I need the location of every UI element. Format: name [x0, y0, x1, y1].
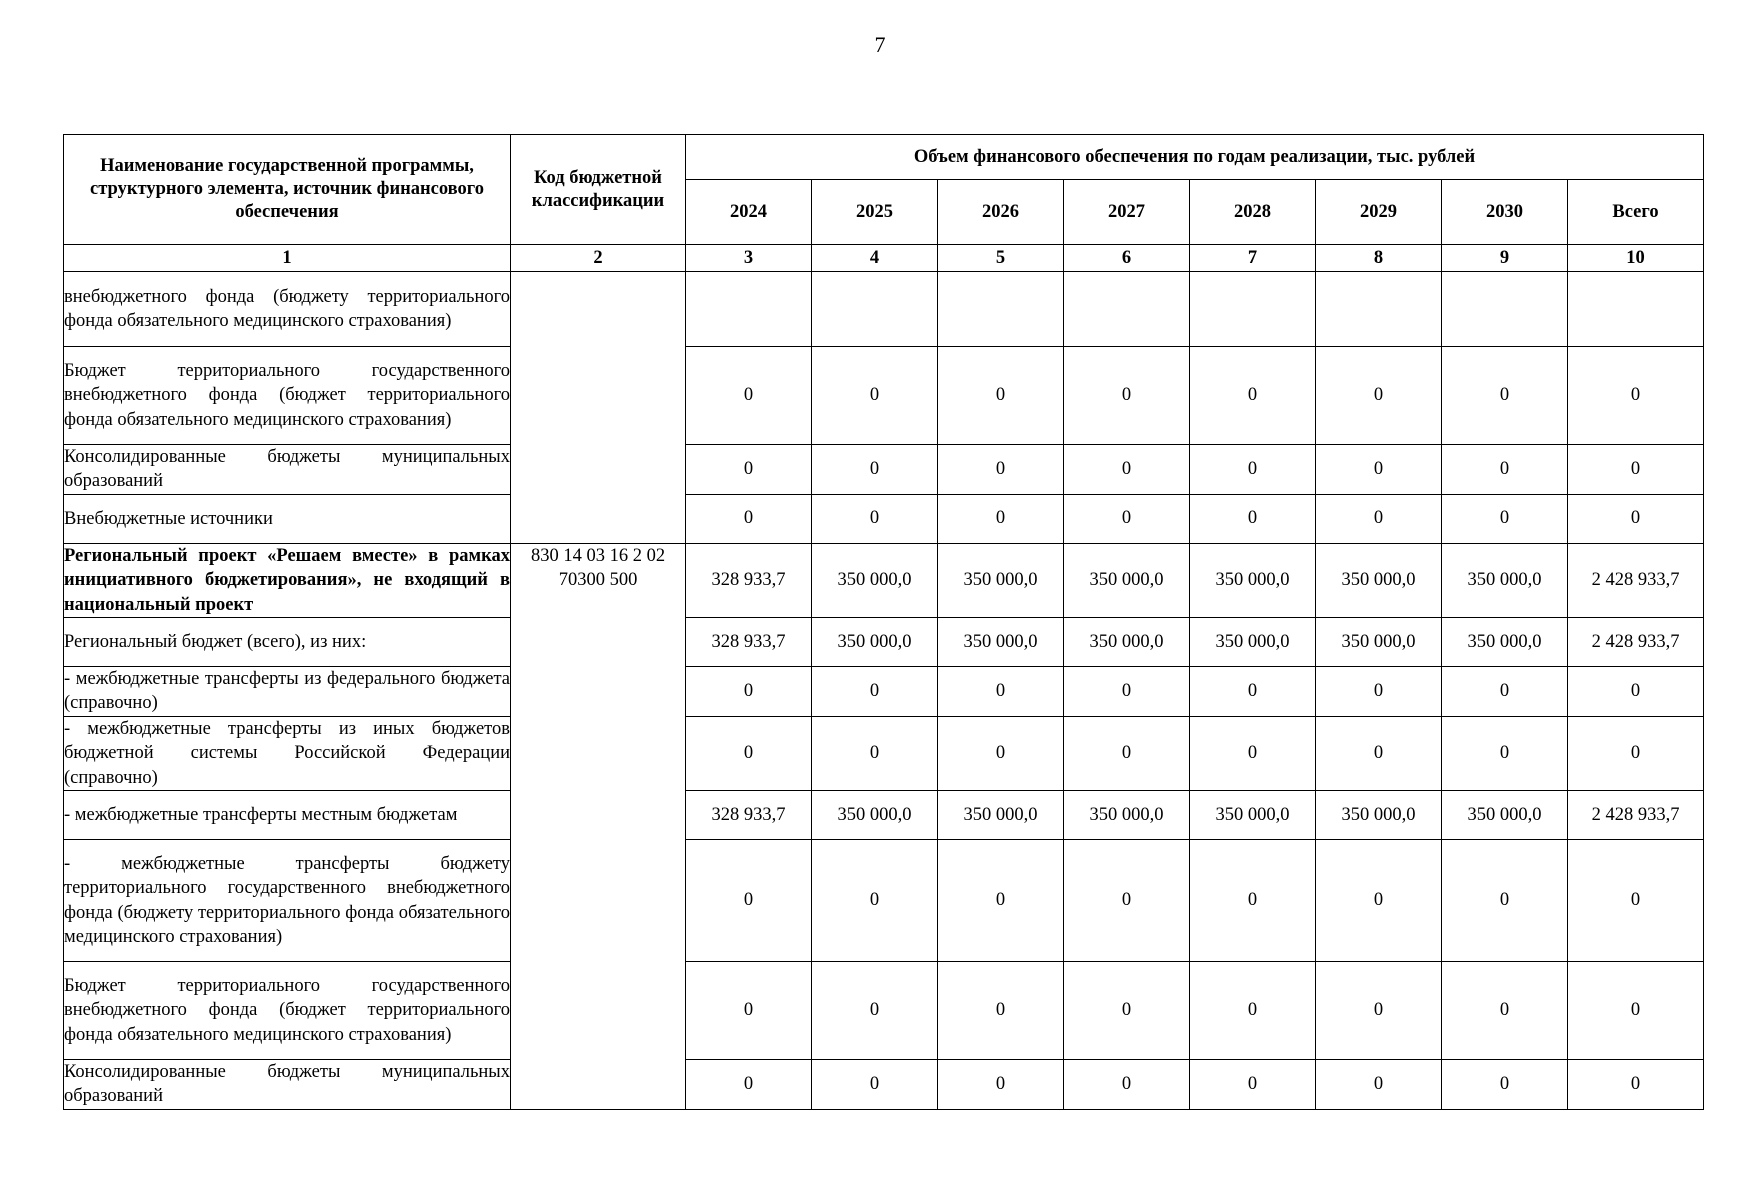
value-cell: 0: [938, 716, 1064, 790]
value-total: 0: [1568, 962, 1704, 1060]
header-year: 2024: [686, 180, 812, 245]
value-cell: 328 933,7: [686, 543, 812, 617]
table-row: [64, 347, 1704, 445]
value-cell: 350 000,0: [1190, 543, 1316, 617]
value-total: 2 428 933,7: [1568, 791, 1704, 840]
value-cell: 0: [812, 445, 938, 495]
header-name: Наименование государственной программы, структурного элемента, источник финансового обеспечения: [64, 135, 511, 245]
column-number: 7: [1190, 245, 1316, 272]
value-cell: 0: [938, 1060, 1064, 1110]
table-row: [64, 1060, 1704, 1110]
value-cell: [812, 272, 938, 347]
financing-table: [63, 134, 1704, 1110]
value-cell: 0: [1316, 962, 1442, 1060]
value-cell: 350 000,0: [1316, 618, 1442, 667]
value-cell: 0: [812, 667, 938, 717]
value-cell: 0: [1190, 494, 1316, 543]
value-cell: 0: [1190, 962, 1316, 1060]
value-cell: 350 000,0: [1064, 791, 1190, 840]
value-total: 2 428 933,7: [1568, 618, 1704, 667]
value-cell: 0: [1064, 716, 1190, 790]
value-cell: 0: [812, 840, 938, 962]
table-row: [64, 494, 1704, 543]
value-cell: 350 000,0: [812, 618, 938, 667]
value-total: 0: [1568, 494, 1704, 543]
value-cell: [686, 272, 812, 347]
row-name: Региональный проект «Решаем вместе» в рамках инициативного бюджетирования», не входящий в национальный проект: [64, 543, 511, 617]
value-cell: 0: [1064, 445, 1190, 495]
value-cell: 0: [686, 840, 812, 962]
value-cell: [1064, 272, 1190, 347]
value-cell: 350 000,0: [1064, 618, 1190, 667]
value-cell: 0: [686, 347, 812, 445]
value-cell: 0: [1064, 494, 1190, 543]
column-number: 3: [686, 245, 812, 272]
header-code: Код бюджетной классификации: [511, 135, 686, 245]
value-cell: 0: [938, 840, 1064, 962]
value-cell: 350 000,0: [1064, 543, 1190, 617]
value-cell: 350 000,0: [812, 543, 938, 617]
header-year: 2030: [1442, 180, 1568, 245]
value-cell: [938, 272, 1064, 347]
value-cell: 350 000,0: [1316, 543, 1442, 617]
column-number: 6: [1064, 245, 1190, 272]
value-cell: 0: [1316, 347, 1442, 445]
value-cell: 0: [1064, 667, 1190, 717]
value-total: 0: [1568, 445, 1704, 495]
value-cell: 0: [1316, 445, 1442, 495]
row-name: Внебюджетные источники: [64, 494, 511, 543]
table-row: [64, 618, 1704, 667]
value-cell: 0: [812, 962, 938, 1060]
value-cell: 350 000,0: [812, 791, 938, 840]
column-number: 9: [1442, 245, 1568, 272]
value-cell: 0: [686, 667, 812, 717]
value-total: 0: [1568, 840, 1704, 962]
value-cell: 0: [1442, 347, 1568, 445]
value-cell: 0: [938, 962, 1064, 1060]
value-total: 0: [1568, 1060, 1704, 1110]
value-cell: 0: [686, 716, 812, 790]
value-cell: 0: [812, 1060, 938, 1110]
value-cell: 0: [812, 716, 938, 790]
row-name: - межбюджетные трансферты из иных бюджетов бюджетной системы Российской Федерации (справочно): [64, 716, 511, 790]
value-cell: 350 000,0: [1442, 543, 1568, 617]
row-name: Бюджет территориального государственного внебюджетного фонда (бюджет территориального фонда обязательного медицинского страхования): [64, 347, 511, 445]
header-total: Всего: [1568, 180, 1704, 245]
value-cell: 0: [812, 347, 938, 445]
value-cell: 0: [812, 494, 938, 543]
table-row: [64, 445, 1704, 495]
value-cell: 350 000,0: [1442, 618, 1568, 667]
header-year: 2028: [1190, 180, 1316, 245]
value-cell: 0: [1190, 840, 1316, 962]
column-number: 5: [938, 245, 1064, 272]
value-cell: [1442, 272, 1568, 347]
value-cell: 0: [1190, 445, 1316, 495]
value-cell: 0: [1442, 1060, 1568, 1110]
value-cell: 350 000,0: [1190, 791, 1316, 840]
value-cell: 0: [1442, 445, 1568, 495]
value-cell: 0: [1064, 347, 1190, 445]
value-total: [1568, 272, 1704, 347]
value-cell: 0: [938, 667, 1064, 717]
row-name: Консолидированные бюджеты муниципальных образований: [64, 1060, 511, 1110]
value-cell: 0: [1442, 494, 1568, 543]
value-cell: 0: [1316, 667, 1442, 717]
value-cell: [1190, 272, 1316, 347]
value-cell: 0: [1190, 347, 1316, 445]
value-cell: 350 000,0: [938, 791, 1064, 840]
column-number: 8: [1316, 245, 1442, 272]
value-cell: 0: [1064, 1060, 1190, 1110]
value-cell: 0: [1064, 840, 1190, 962]
value-cell: 0: [1442, 716, 1568, 790]
budget-code: 830 14 03 16 2 02 70300 500: [511, 543, 686, 1109]
header-year: 2026: [938, 180, 1064, 245]
value-total: 0: [1568, 347, 1704, 445]
value-cell: 0: [1442, 962, 1568, 1060]
table-row: [64, 716, 1704, 790]
value-cell: 350 000,0: [938, 618, 1064, 667]
value-cell: 350 000,0: [1316, 791, 1442, 840]
code-cell-empty: [511, 272, 686, 544]
row-name: Бюджет территориального государственного внебюджетного фонда (бюджет территориального фонда обязательного медицинского страхования): [64, 962, 511, 1060]
value-cell: 0: [938, 494, 1064, 543]
column-number: 1: [64, 245, 511, 272]
value-cell: 0: [1442, 667, 1568, 717]
row-name: - межбюджетные трансферты бюджету территориального государственного внебюджетного фонда (бюджету территориального фонда обязательного медицинского страхования): [64, 840, 511, 962]
row-name: - межбюджетные трансферты из федерального бюджета (справочно): [64, 667, 511, 717]
value-cell: 0: [686, 445, 812, 495]
value-cell: 350 000,0: [1190, 618, 1316, 667]
value-cell: 0: [1316, 716, 1442, 790]
value-cell: 0: [1064, 962, 1190, 1060]
value-total: 0: [1568, 667, 1704, 717]
value-total: 2 428 933,7: [1568, 543, 1704, 617]
value-cell: 0: [686, 1060, 812, 1110]
table-row: [64, 667, 1704, 717]
page-number: 7: [874, 32, 886, 57]
value-cell: 328 933,7: [686, 791, 812, 840]
value-cell: 328 933,7: [686, 618, 812, 667]
table-row: [64, 543, 1704, 617]
header-year: 2027: [1064, 180, 1190, 245]
value-cell: 0: [686, 962, 812, 1060]
header-volume: Объем финансового обеспечения по годам реализации, тыс. рублей: [686, 135, 1704, 180]
value-cell: 0: [1316, 1060, 1442, 1110]
value-cell: 350 000,0: [938, 543, 1064, 617]
table-row: [64, 272, 1704, 347]
header-year: 2029: [1316, 180, 1442, 245]
value-cell: 0: [1442, 840, 1568, 962]
column-number: 10: [1568, 245, 1704, 272]
table-row: [64, 840, 1704, 962]
value-cell: 0: [686, 494, 812, 543]
value-cell: 0: [938, 445, 1064, 495]
row-name: - межбюджетные трансферты местным бюджетам: [64, 791, 511, 840]
row-name: Региональный бюджет (всего), из них:: [64, 618, 511, 667]
value-total: 0: [1568, 716, 1704, 790]
header-year: 2025: [812, 180, 938, 245]
value-cell: 0: [1190, 1060, 1316, 1110]
value-cell: 350 000,0: [1442, 791, 1568, 840]
value-cell: [1316, 272, 1442, 347]
column-numbers-row: [64, 245, 1704, 272]
value-cell: 0: [1190, 667, 1316, 717]
row-name: внебюджетного фонда (бюджету территориального фонда обязательного медицинского страхования): [64, 272, 511, 347]
value-cell: 0: [938, 347, 1064, 445]
value-cell: 0: [1190, 716, 1316, 790]
table-row: [64, 791, 1704, 840]
row-name: Консолидированные бюджеты муниципальных образований: [64, 445, 511, 495]
table-row: [64, 962, 1704, 1060]
column-number: 4: [812, 245, 938, 272]
value-cell: 0: [1316, 494, 1442, 543]
column-number: 2: [511, 245, 686, 272]
value-cell: 0: [1316, 840, 1442, 962]
